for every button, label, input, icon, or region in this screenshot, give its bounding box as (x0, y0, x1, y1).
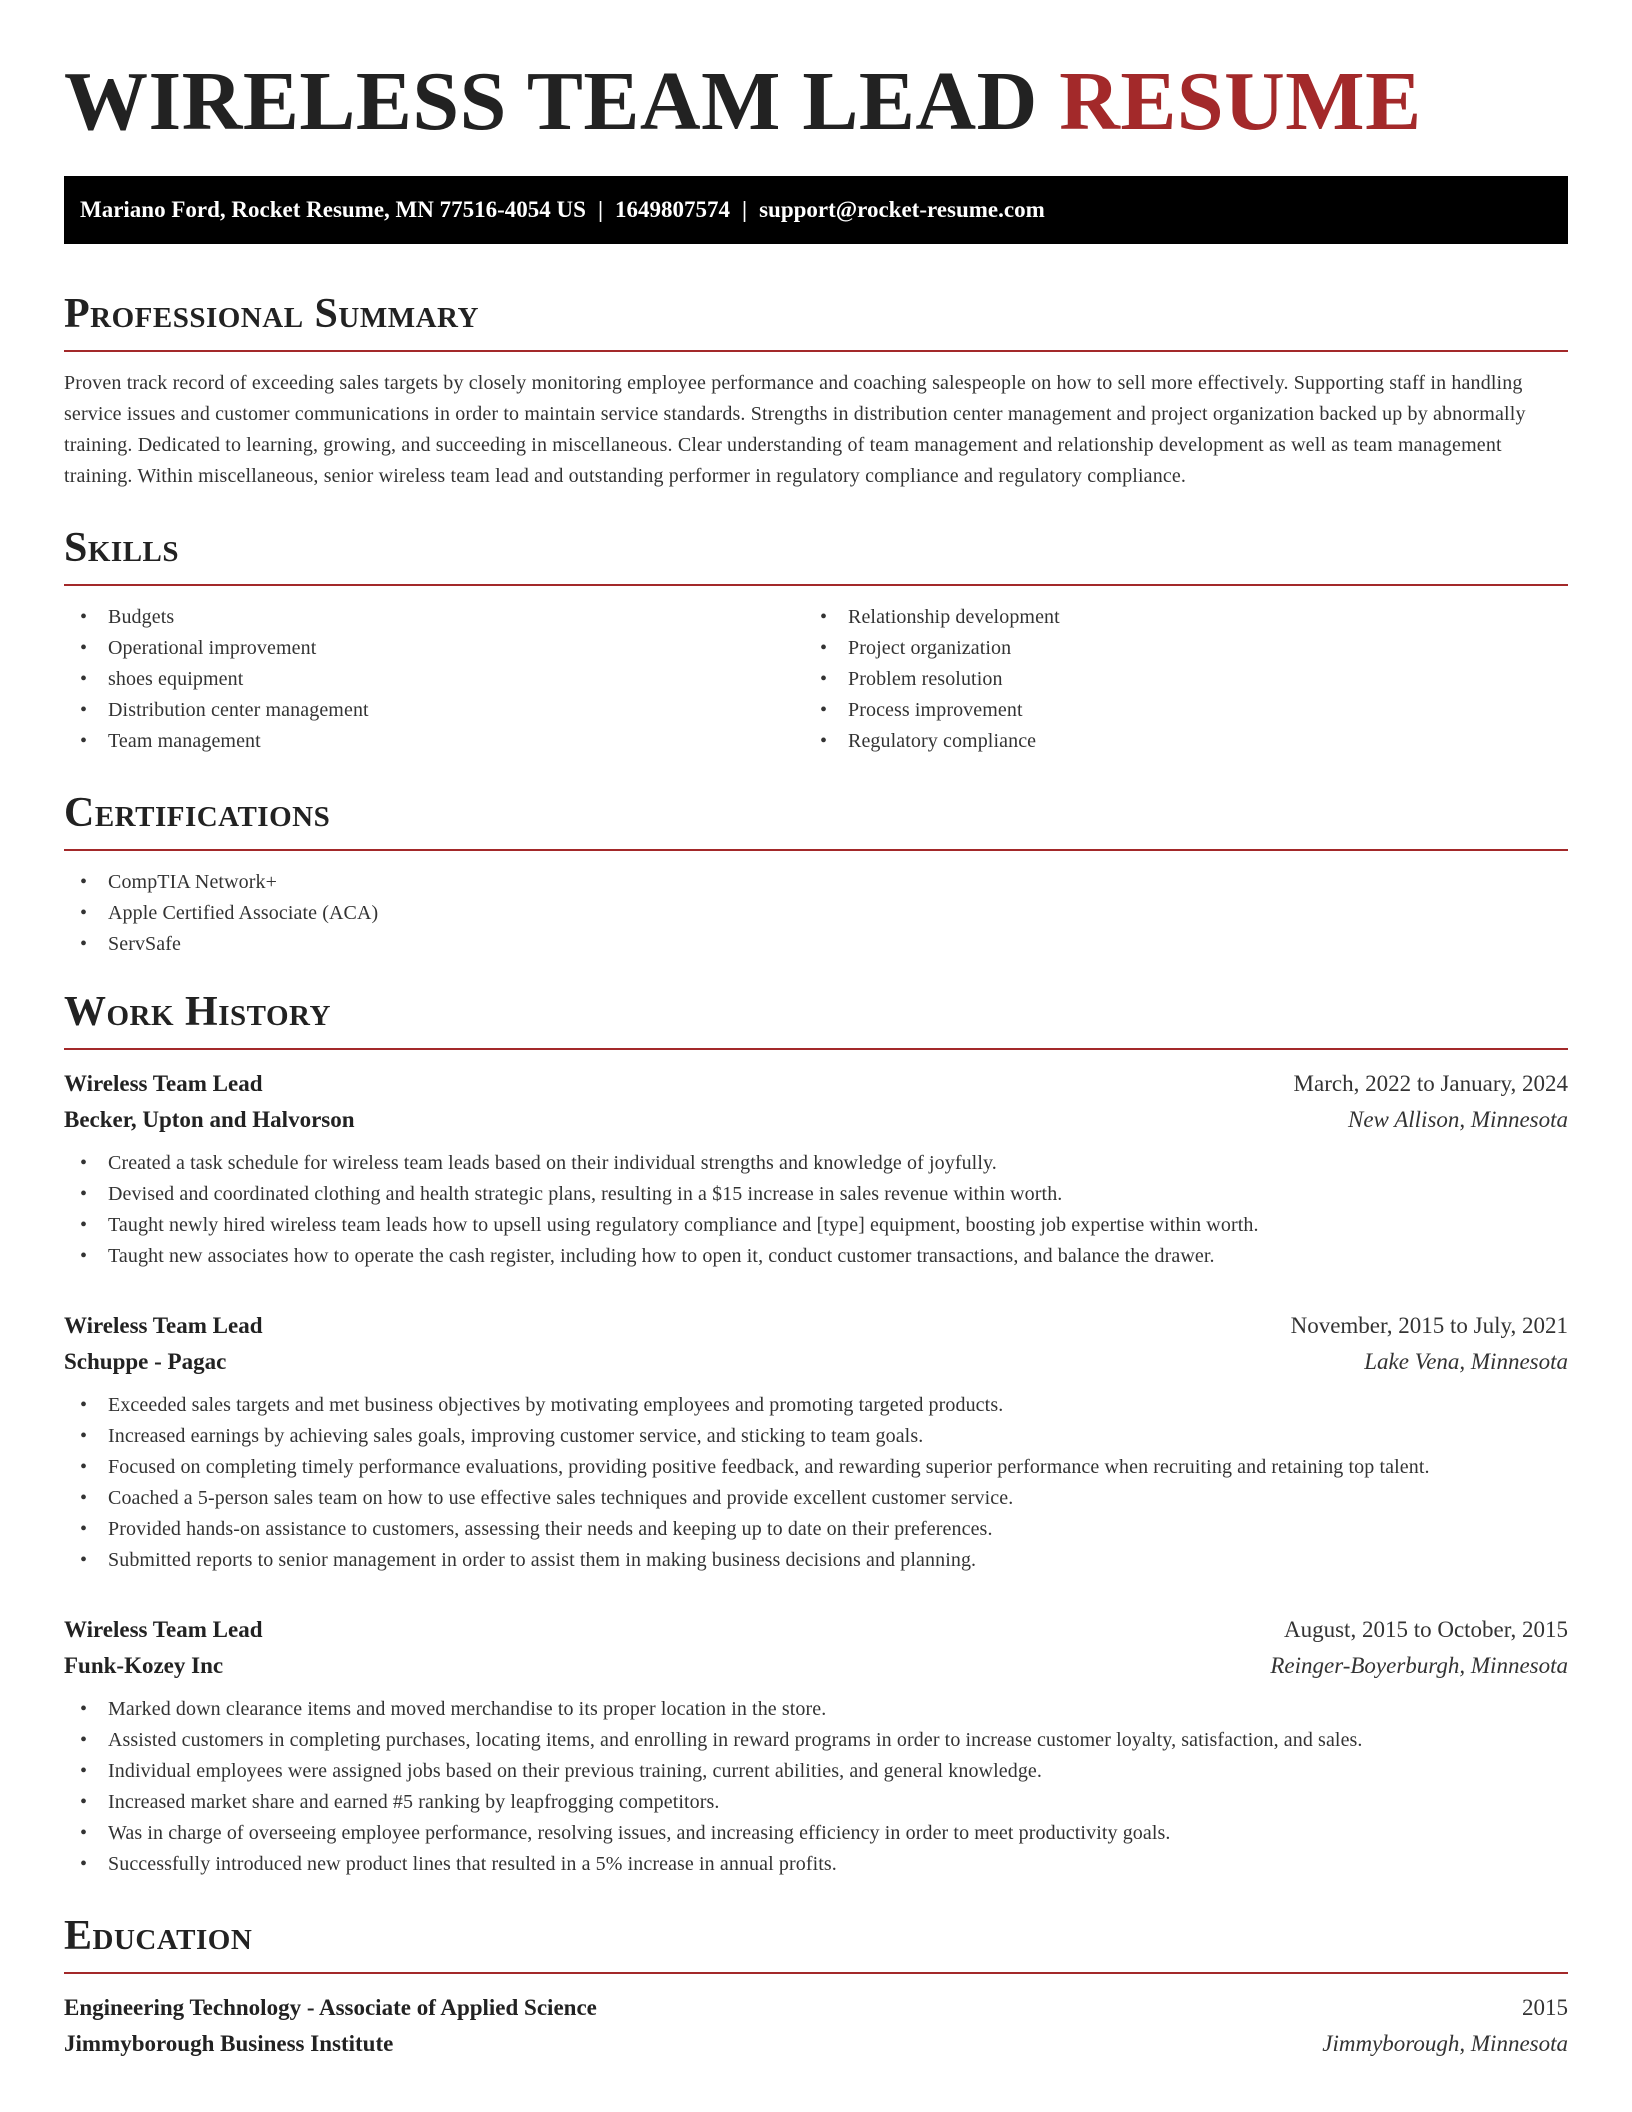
contact-bar (64, 176, 1568, 244)
job-bullets (64, 1694, 1568, 1880)
certification-item: • CompTIA Network+ (64, 867, 1568, 898)
certifications-section (64, 787, 1568, 960)
job-bullet: • Increased market share and earned #5 ranking by leapfrogging competitors. (64, 1787, 1568, 1818)
skill-item: • Budgets (64, 602, 804, 633)
skill-item: • shoes equipment (64, 664, 804, 695)
education-section (64, 1910, 1568, 2062)
job-location: Lake Vena, Minnesota (1364, 1349, 1568, 1374)
skill-item: • Relationship development (804, 602, 1544, 633)
skill-item: • Operational improvement (64, 633, 804, 664)
job-company-row (64, 1648, 1568, 1684)
job-dates: March, 2022 to January, 2024 (1293, 1071, 1568, 1096)
skills-list-left (64, 602, 804, 757)
job-bullet: • Assisted customers in completing purchases, locating items, and enrolling in reward programs in order to increase customer loyalty, satisfaction, and sales. (64, 1725, 1568, 1756)
contact-phone: 1649807574 (615, 197, 731, 222)
job-header-row (64, 1066, 1568, 1102)
education-year: 2015 (1522, 1995, 1568, 2020)
section-divider (64, 1972, 1568, 1974)
job-bullet: • Created a task schedule for wireless team leads based on their individual strengths and knowledge of joyfully. (64, 1148, 1568, 1179)
job-title: Wireless Team Lead (64, 1617, 263, 1642)
certifications-list (64, 867, 1568, 960)
job-company-row (64, 1102, 1568, 1138)
job-bullet: • Taught newly hired wireless team leads how to upsell using regulatory compliance and [type] equipment, boosting job expertise within worth. (64, 1210, 1568, 1241)
contact-email: support@rocket-resume.com (759, 197, 1045, 222)
skill-item: • Process improvement (804, 695, 1544, 726)
skills-columns (64, 602, 1568, 757)
certification-item: • ServSafe (64, 929, 1568, 960)
education-degree-row (64, 1990, 1568, 2026)
job-bullet: • Was in charge of overseeing employee performance, resolving issues, and increasing efficiency in order to meet productivity goals. (64, 1818, 1568, 1849)
job-bullet: • Focused on completing timely performance evaluations, providing positive feedback, and rewarding superior performance when recruiting and retaining top talent. (64, 1452, 1568, 1483)
job-dates: November, 2015 to July, 2021 (1290, 1313, 1568, 1338)
certifications-heading: Certifications (64, 790, 331, 836)
skill-item: • Distribution center management (64, 695, 804, 726)
job-bullet: • Increased earnings by achieving sales goals, improving customer service, and sticking to team goals. (64, 1421, 1568, 1452)
job-location: Reinger-Boyerburgh, Minnesota (1270, 1653, 1568, 1678)
job-company: Becker, Upton and Halvorson (64, 1107, 355, 1132)
section-divider (64, 350, 1568, 352)
skills-section (64, 522, 1568, 757)
work-history-heading: Work History (64, 989, 331, 1035)
job-bullets (64, 1148, 1568, 1272)
job-header-row (64, 1612, 1568, 1648)
job-company: Schuppe - Pagac (64, 1349, 227, 1374)
work-history-section (64, 986, 1568, 1880)
resume-title-main: WIRELESS TEAM LEAD (64, 55, 1038, 148)
skills-heading: Skills (64, 525, 180, 571)
skill-item: • Problem resolution (804, 664, 1544, 695)
certification-item: • Apple Certified Associate (ACA) (64, 898, 1568, 929)
job-company: Funk-Kozey Inc (64, 1653, 224, 1678)
job-bullet: • Marked down clearance items and moved merchandise to its proper location in the store. (64, 1694, 1568, 1725)
job-location: New Allison, Minnesota (1348, 1107, 1568, 1132)
education-school: Jimmyborough Business Institute (64, 2031, 394, 2056)
job-title: Wireless Team Lead (64, 1071, 263, 1096)
education-heading: Education (64, 1913, 253, 1959)
education-school-row (64, 2026, 1568, 2062)
section-divider (64, 584, 1568, 586)
education-location: Jimmyborough, Minnesota (1322, 2031, 1568, 2056)
job-bullet: • Submitted reports to senior management in order to assist them in making business decisions and planning. (64, 1545, 1568, 1576)
job-bullet: • Exceeded sales targets and met business objectives by motivating employees and promoting targeted products. (64, 1390, 1568, 1421)
skills-list-right (804, 602, 1544, 757)
job-dates: August, 2015 to October, 2015 (1284, 1617, 1568, 1642)
job-company-row (64, 1344, 1568, 1380)
job-bullet: • Provided hands-on assistance to customers, assessing their needs and keeping up to date on their preferences. (64, 1514, 1568, 1545)
job-entry (64, 1612, 1568, 1880)
contact-separator: | (742, 197, 748, 222)
job-title: Wireless Team Lead (64, 1313, 263, 1338)
contact-separator: | (597, 197, 604, 222)
job-bullet: • Coached a 5-person sales team on how to use effective sales techniques and provide excellent customer service. (64, 1483, 1568, 1514)
summary-text: Proven track record of exceeding sales targets by closely monitoring employee performance and coaching salespeople on how to sell more effectively. Supporting staff in handling service issues and customer communications in order to maintain service standards. Strengths in distribution center management and project organization backed up by abnormally training. Dedicated to learning, growing, and succeeding in miscellaneous. Clear understanding of team management and relationship development as well as team management training. Within miscellaneous, senior wireless team lead and outstanding performer in regulatory compliance and regulatory compliance. (64, 372, 1526, 487)
resume-title-accent: RESUME (1059, 55, 1422, 148)
job-bullets (64, 1390, 1568, 1576)
job-bullet: • Successfully introduced new product lines that resulted in a 5% increase in annual profits. (64, 1849, 1568, 1880)
skill-item: • Regulatory compliance (804, 726, 1544, 757)
job-header-row (64, 1308, 1568, 1344)
section-divider (64, 1048, 1568, 1050)
job-entry (64, 1308, 1568, 1576)
job-bullet: • Individual employees were assigned jobs based on their previous training, current abilities, and general knowledge. (64, 1756, 1568, 1787)
section-divider (64, 849, 1568, 851)
job-entry (64, 1066, 1568, 1272)
education-degree: Engineering Technology - Associate of Applied Science (64, 1995, 597, 2020)
summary-section (64, 288, 1568, 492)
job-bullet: • Devised and coordinated clothing and health strategic plans, resulting in a $15 increase in sales revenue within worth. (64, 1179, 1568, 1210)
skill-item: • Project organization (804, 633, 1544, 664)
resume-title (64, 52, 1568, 152)
summary-heading: Professional Summary (64, 291, 479, 337)
contact-address: Mariano Ford, Rocket Resume, MN 77516-4054 US (80, 197, 586, 222)
job-bullet: • Taught new associates how to operate the cash register, including how to open it, conduct customer transactions, and balance the drawer. (64, 1241, 1568, 1272)
skill-item: • Team management (64, 726, 804, 757)
